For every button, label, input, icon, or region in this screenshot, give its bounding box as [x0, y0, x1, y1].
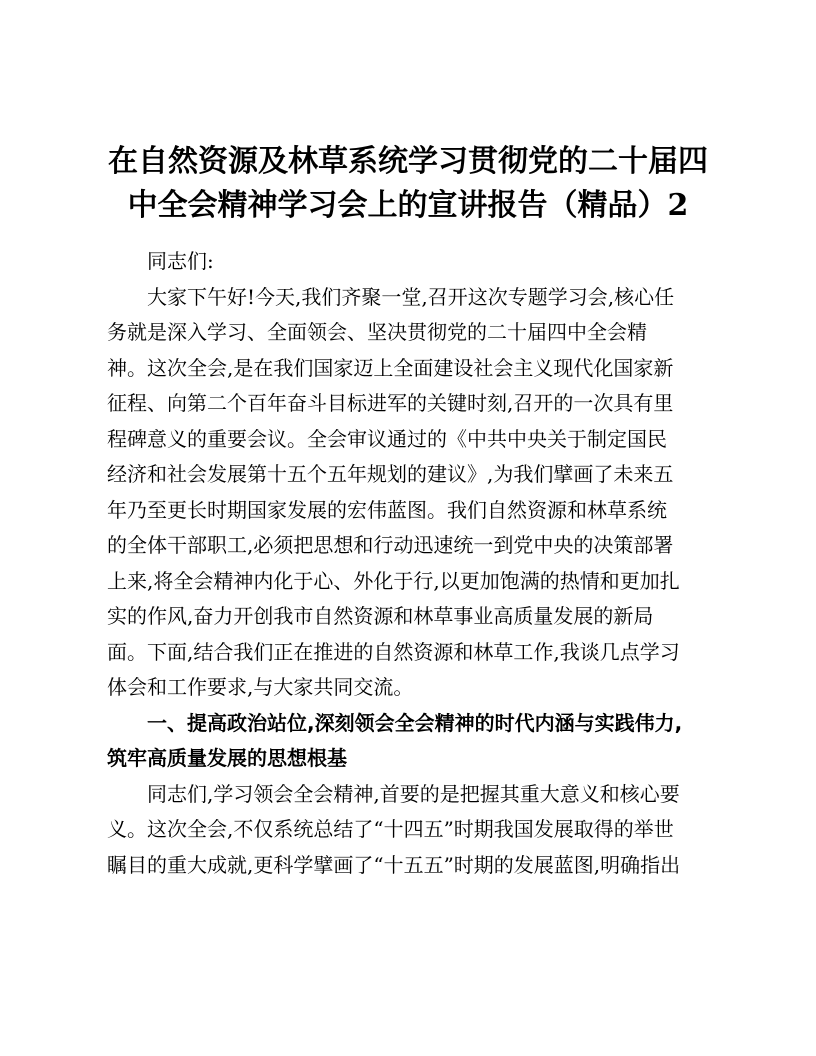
document-body	[107, 244, 719, 883]
text-line: 面。下面,结合我们正在推进的自然资源和林草工作,我谈几点学习	[107, 639, 680, 664]
text-line: 征程、向第二个百年奋斗目标进军的关键时刻,召开的一次具有里	[107, 391, 674, 415]
text-line: 经济和社会发展第十五个五年规划的建议》,为我们擘画了未来五	[107, 462, 674, 486]
text-line: 瞩目的重大成就,更科学擘画了“十五五”时期的发展蓝图,明确指出	[107, 852, 681, 877]
text-line: 神。这次全会,是在我们国家迈上全面建设社会主义现代化国家新	[107, 355, 674, 380]
title-line-1: 在自然资源及林草系统学习贯彻党的二十届四	[108, 144, 708, 179]
title-line-2: 中全会精神学习会上的宣讲报告（精品）2	[127, 188, 689, 223]
paragraph-section-1	[107, 777, 719, 884]
section-heading-1	[107, 706, 719, 777]
text-line: 年乃至更长时期国家发展的宏伟蓝图。我们自然资源和林草系统	[107, 497, 667, 522]
text-line: 体会和工作要求,与大家共同交流。	[107, 675, 414, 699]
text-line: 程碑意义的重要会议。全会审议通过的《中共中央关于制定国民	[107, 426, 667, 451]
text-line: 义。这次全会,不仅系统总结了“十四五”时期我国发展取得的举世	[107, 817, 674, 841]
text-line: 的全体干部职工,必须把思想和行动迅速统一到党中央的决策部署	[107, 533, 674, 557]
text-line: 同志们,学习领会全会精神,首要的是把握其重大意义和核心要	[147, 781, 680, 806]
document-title	[90, 140, 726, 228]
text-line: 大家下午好!今天,我们齐聚一堂,召开这次专题学习会,核心任	[147, 284, 675, 309]
salutation: 同志们:	[147, 249, 214, 273]
heading-line: 筑牢高质量发展的思想根基	[107, 746, 347, 770]
text-line: 上来,将全会精神内化于心、外化于行,以更加饱满的热情和更加扎	[107, 568, 680, 593]
text-line: 务就是深入学习、全面领会、坚决贯彻党的二十届四中全会精	[107, 320, 647, 344]
text-line: 实的作风,奋力开创我市自然资源和林草事业高质量发展的新局	[107, 604, 654, 628]
paragraph-intro	[107, 280, 719, 706]
heading-line: 一、提高政治站位,深刻领会全会精神的时代内涵与实践伟力,	[147, 710, 683, 735]
